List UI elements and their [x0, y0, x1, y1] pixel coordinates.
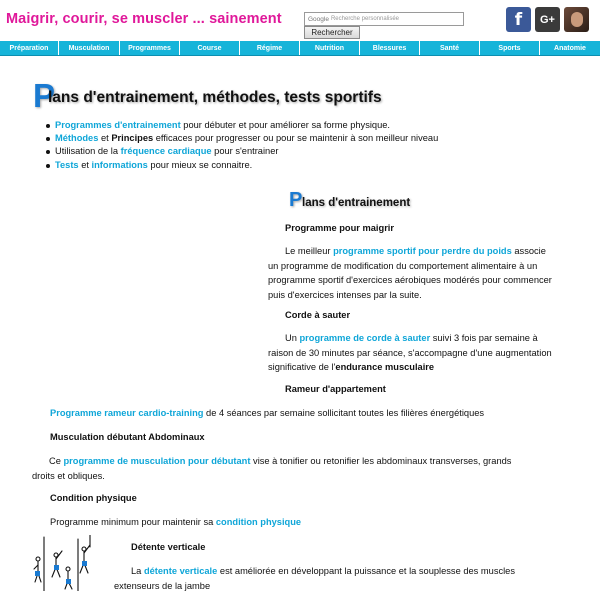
intro-list [46, 120, 438, 173]
text: significative de l' [268, 362, 336, 372]
link-programme-perdre-poids[interactable]: programme sportif pour perdre du poids [333, 246, 512, 256]
paragraph-condition [50, 515, 590, 530]
paragraph-detente [114, 564, 594, 593]
text-line: extenseurs de la jambe [114, 580, 211, 591]
avatar-face [571, 12, 583, 27]
text: efficaces pour progresser ou pour se maintenir à son meilleur niveau [153, 133, 439, 144]
text-line: programme sportif d'exercices aérobiques modérés pour commencer [268, 275, 552, 285]
search-input[interactable] [304, 12, 464, 26]
list-item [46, 146, 438, 159]
facebook-icon[interactable]: f [506, 7, 531, 32]
vertical-jump-illustration [32, 535, 112, 591]
text-line [268, 331, 588, 346]
text: Le meilleur [285, 246, 334, 256]
nav-item-sante[interactable]: Santé [420, 41, 480, 55]
heading-programme-maigrir: Programme pour maigrir [285, 223, 395, 233]
text-line: raison de 30 minutes par séance, s'accompagne d'une augmentation [268, 347, 552, 358]
text-line [268, 360, 588, 375]
heading-musculation-abdominaux: Musculation débutant Abdominaux [50, 432, 205, 442]
link-condition-physique[interactable]: condition physique [215, 517, 302, 527]
paragraph-maigrir [268, 244, 588, 302]
heading-corde-sauter: Corde à sauter [285, 310, 351, 320]
nav-item-preparation[interactable]: Préparation [0, 41, 59, 55]
text: et [98, 133, 112, 144]
text-line: droits et obliques. [32, 470, 105, 481]
section-dropcap: P [289, 189, 303, 211]
link-methodes[interactable]: Méthodes [55, 133, 99, 144]
paragraph-rameur [50, 406, 590, 421]
list-item [46, 120, 438, 133]
nav-item-musculation[interactable]: Musculation [59, 41, 120, 55]
site-header [0, 0, 600, 40]
google-logo: Google [308, 15, 329, 23]
text: Programme minimum pour maintenir sa [50, 517, 216, 527]
text: est améliorée en développant la puissance et la souplesse des muscles [217, 566, 516, 576]
nav-item-anatomie[interactable]: Anatomie [554, 44, 586, 52]
paragraph-musculation [32, 454, 592, 483]
text: pour s'entrainer [211, 146, 279, 157]
text: suivi 3 fois par semaine à [430, 333, 538, 343]
link-tests[interactable]: Tests [55, 159, 79, 170]
text: Utilisation de la [55, 146, 121, 157]
heading-rameur: Rameur d'appartement [285, 384, 386, 394]
text-line [114, 564, 594, 579]
text: de 4 séances par semaine sollicitant toutes les filières énergétiques [203, 408, 485, 418]
title-dropcap: P [33, 77, 56, 114]
text-line [268, 244, 588, 259]
text: La [131, 566, 144, 576]
text: pour débuter et pour améliorer sa forme physique. [180, 120, 390, 130]
main-nav [0, 40, 600, 56]
nav-item-blessures[interactable]: Blessures [360, 41, 420, 55]
nav-item-course[interactable]: Course [180, 41, 240, 55]
text: Un [285, 333, 300, 343]
site-title[interactable]: Maigrir, courir, se muscler ... sainement [6, 11, 282, 27]
author-avatar[interactable] [564, 7, 589, 32]
nav-item-sports[interactable]: Sports [480, 41, 540, 55]
text: pour mieux se connaitre. [147, 159, 253, 170]
link-programme-corde[interactable]: programme de corde à sauter [299, 333, 431, 343]
list-item [46, 160, 438, 173]
link-frequence-cardiaque[interactable]: fréquence cardiaque [120, 146, 212, 157]
link-informations[interactable]: informations [91, 159, 148, 170]
nav-item-programmes[interactable]: Programmes [120, 41, 180, 55]
principes-text: Principes [111, 133, 154, 144]
list-item [46, 133, 438, 146]
nav-item-nutrition[interactable]: Nutrition [300, 41, 360, 55]
nav-item-regime[interactable]: Régime [240, 41, 300, 55]
search-button[interactable]: Rechercher [304, 26, 360, 39]
text: associe [511, 246, 546, 256]
link-programme-musculation[interactable]: programme de musculation pour débutant [63, 456, 251, 466]
heading-detente-verticale: Détente verticale [131, 542, 206, 552]
text-line: puis d'exercices intenses par la suite. [268, 289, 422, 300]
search-placeholder: Recherche personnalisée [330, 16, 400, 22]
link-programmes[interactable]: Programmes d'entrainement [55, 120, 181, 130]
text-line: un programme de modification du comportement alimentaire à un [268, 260, 538, 271]
text-line [32, 454, 592, 469]
heading-condition-physique: Condition physique [50, 493, 137, 503]
link-detente-verticale[interactable]: détente verticale [143, 566, 218, 576]
paragraph-corde [268, 331, 588, 375]
text: et [78, 159, 92, 170]
text: vise à tonifier ou retonifier les abdominaux transverses, grands [250, 456, 512, 466]
link-programme-rameur[interactable]: Programme rameur cardio-training [50, 408, 204, 418]
text: Ce [49, 456, 64, 466]
page-title: lans d'entrainement, méthodes, tests sportifs [48, 89, 382, 106]
google-plus-icon[interactable]: G+ [535, 7, 560, 32]
endurance-text: endurance musculaire [335, 362, 435, 372]
section-title: lans d'entrainement [302, 197, 411, 209]
